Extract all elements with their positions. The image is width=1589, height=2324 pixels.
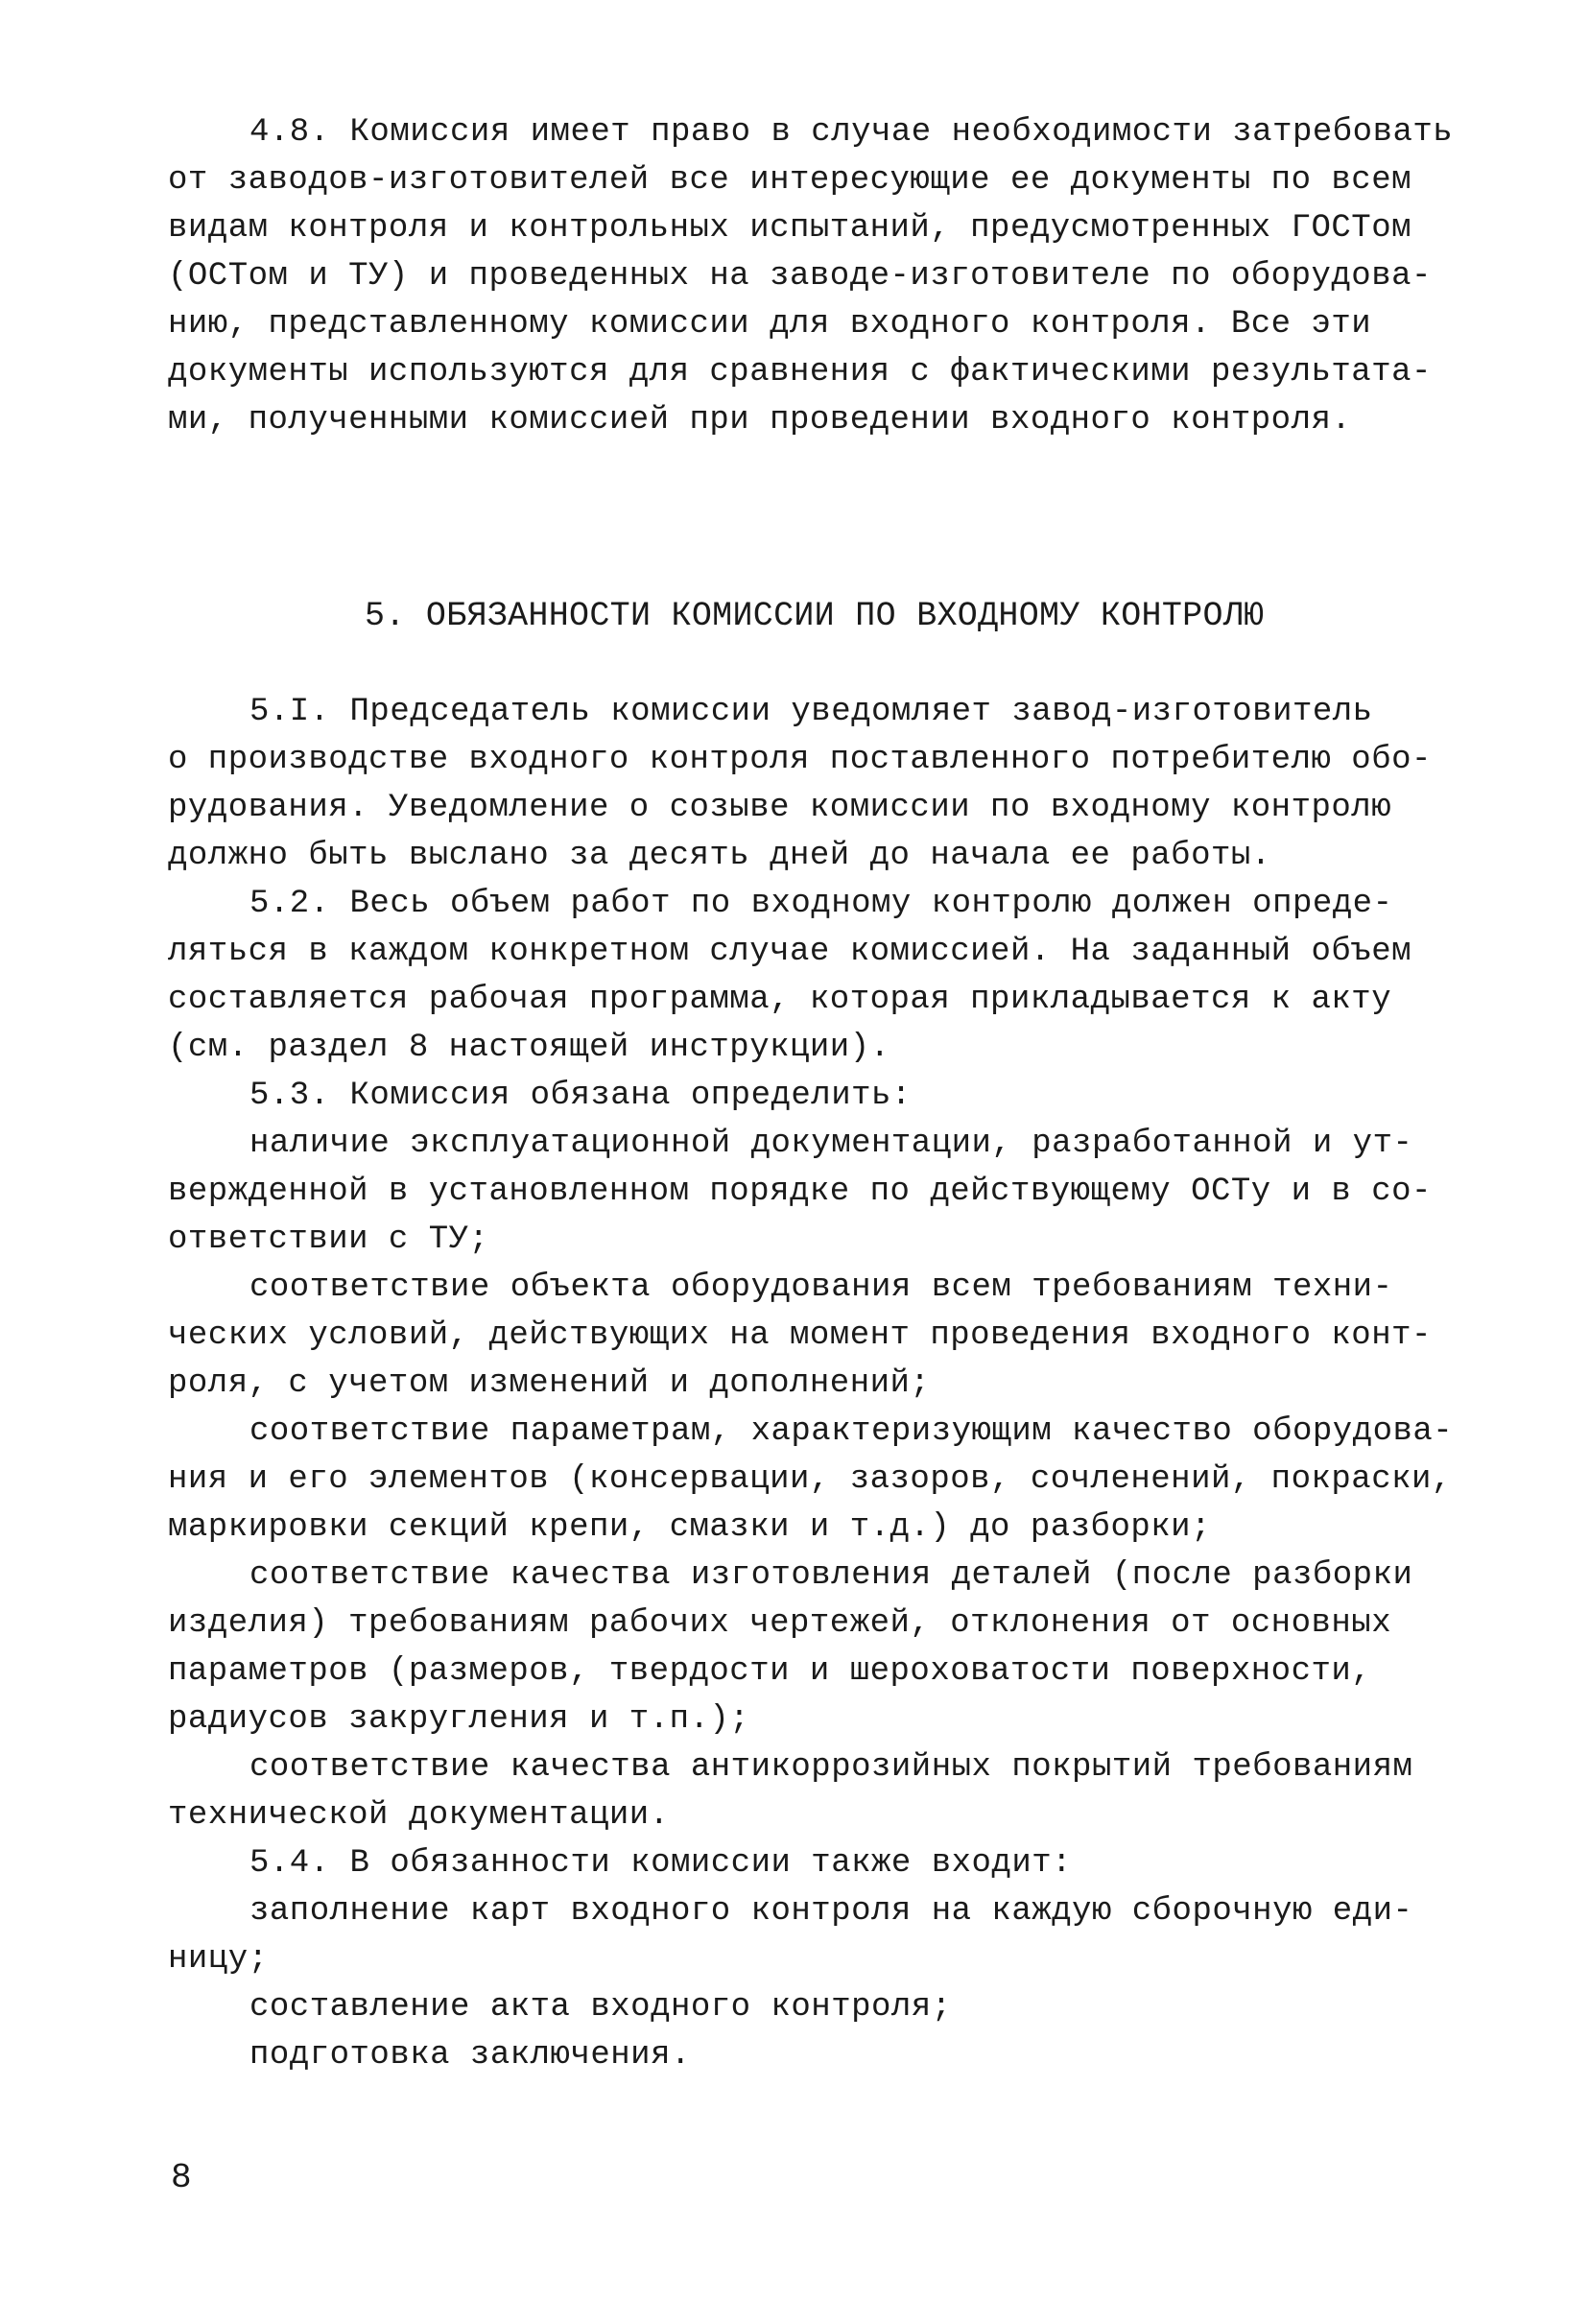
text-line: составление акта входного контроля;	[249, 1989, 952, 2026]
text-line: ми, полученными комиссией при проведении входного контроля.	[168, 402, 1352, 439]
text-line: ческих условий, действующих на момент проведения входного конт-	[168, 1317, 1432, 1354]
text-line: 5.4. В обязанности комиссии также входит:	[249, 1845, 1073, 1882]
text-line: (ОСТом и ТУ) и проведенных на заводе-изготовителе по оборудова-	[168, 258, 1432, 295]
text-line: (см. раздел 8 настоящей инструкции).	[168, 1030, 890, 1066]
text-line: ответствии с ТУ;	[168, 1221, 489, 1258]
text-line: соответствие качества изготовления деталей (после разборки	[249, 1557, 1413, 1594]
text-line: параметров (размеров, твердости и шероховатости поверхности,	[168, 1653, 1372, 1690]
text-line: видам контроля и контрольных испытаний, предусмотренных ГОСТом	[168, 210, 1412, 247]
text-line: ляться в каждом конкретном случае комиссией. На заданный объем	[168, 934, 1412, 970]
section-heading: 5. ОБЯЗАННОСТИ КОМИССИИ ПО ВХОДНОМУ КОНТРОЛЮ	[365, 597, 1265, 635]
text-line: ния и его элементов (консервации, зазоров, сочленений, покраски,	[168, 1461, 1452, 1498]
text-line: радиусов закругления и т.п.);	[168, 1701, 750, 1738]
text-line: наличие эксплуатационной документации, разработанной и ут-	[249, 1126, 1413, 1162]
text-line: соответствие качества антикоррозийных покрытий требованиям	[249, 1749, 1413, 1786]
text-line: 5.3. Комиссия обязана определить:	[249, 1078, 912, 1114]
text-line: ницу;	[168, 1941, 269, 1978]
text-line: нию, представленному комиссии для входного контроля. Все эти	[168, 306, 1372, 343]
text-line: 4.8. Комиссия имеет право в случае необходимости затребовать	[249, 114, 1454, 151]
text-line: роля, с учетом изменений и дополнений;	[168, 1365, 931, 1402]
text-line: технической документации.	[168, 1797, 670, 1834]
text-line: 5.I. Председатель комиссии уведомляет завод-изготовитель	[249, 694, 1373, 730]
text-line: маркировки секций крепи, смазки и т.д.) до разборки;	[168, 1509, 1211, 1546]
text-line: составляется рабочая программа, которая прикладывается к акту	[168, 982, 1392, 1018]
text-line: от заводов-изготовителей все интересующие ее документы по всем	[168, 162, 1412, 199]
text-line: о производстве входного контроля поставленного потребителю обо-	[168, 742, 1432, 778]
text-line: изделия) требованиям рабочих чертежей, отклонения от основных	[168, 1605, 1392, 1642]
text-line: подготовка заключения.	[249, 2037, 691, 2074]
text-line: документы используются для сравнения с фактическими результата-	[168, 354, 1432, 391]
text-line: рудования. Уведомление о созыве комиссии по входному контролю	[168, 790, 1392, 826]
text-line: соответствие объекта оборудования всем требованиям техни-	[249, 1269, 1393, 1306]
text-line: вержденной в установленном порядке по действующему ОСТу и в со-	[168, 1174, 1432, 1210]
text-line: должно быть выслано за десять дней до начала ее работы.	[168, 838, 1271, 874]
text-line: 5.2. Весь объем работ по входному контролю должен опреде-	[249, 886, 1393, 922]
text-line: заполнение карт входного контроля на каждую сборочную еди-	[249, 1893, 1413, 1930]
text-line: соответствие параметрам, характеризующим качество оборудова-	[249, 1413, 1454, 1450]
page-number: 8	[171, 2158, 192, 2197]
